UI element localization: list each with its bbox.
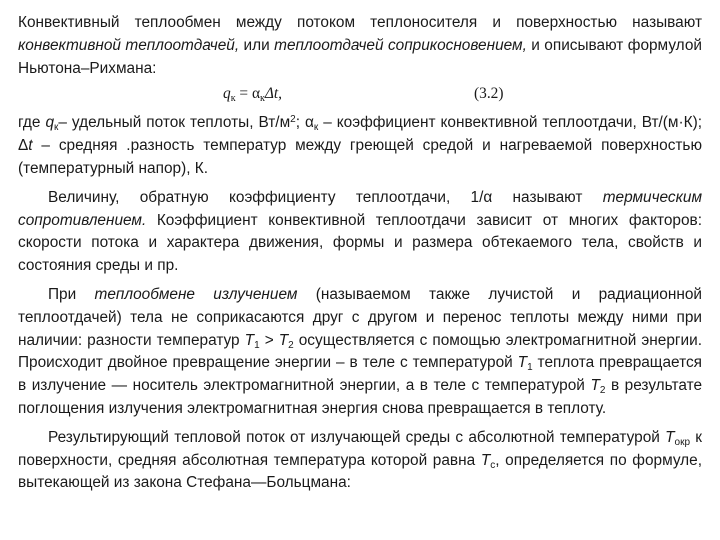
text: – удельный поток теплоты, Вт/м bbox=[58, 114, 291, 132]
text: Результирующий тепловой поток от излучающей среды с абсолютной температурой bbox=[48, 428, 666, 446]
formula-symbol: q bbox=[223, 85, 231, 103]
symbol: T bbox=[590, 377, 600, 395]
subscript: окр bbox=[674, 436, 691, 448]
formula-symbol: = α bbox=[235, 85, 261, 103]
subscript: c bbox=[490, 459, 496, 471]
text: ; α bbox=[295, 114, 314, 132]
text: и описывают формулой Ньютона–Рихмана: bbox=[18, 36, 702, 77]
formula-subscript: к bbox=[260, 93, 265, 105]
subscript: 1 bbox=[527, 362, 533, 374]
subscript: 2 bbox=[288, 339, 294, 351]
symbol: t bbox=[28, 137, 33, 155]
symbol: T bbox=[480, 451, 491, 469]
subscript: к bbox=[313, 122, 319, 134]
paragraph-thermal-resistance bbox=[18, 187, 702, 278]
symbol: T bbox=[244, 331, 255, 349]
symbol: T bbox=[517, 354, 528, 372]
paragraph-variable-definitions bbox=[18, 112, 702, 180]
text: Коэффициент конвективной теплоотдачи зависит от многих факторов: скорости потока и характера движения, формы и размера обтекаемого тела, свойств и состояния среды и пр. bbox=[18, 211, 702, 275]
subscript: 2 bbox=[599, 385, 606, 397]
text: к поверхности, средняя абсолютная температура которой равна bbox=[18, 428, 702, 469]
subscript: к bbox=[54, 122, 59, 134]
symbol: T bbox=[665, 428, 675, 446]
paragraph-radiation bbox=[18, 284, 702, 421]
text: – коэффициент конвективной теплоотдачи, Вт/(м·К); Δ bbox=[18, 114, 702, 155]
term-convective-heat-transfer: конвективной теплоотдачей, bbox=[18, 36, 240, 54]
text: Конвективный теплообмен между потоком теплоносителя и поверхностью называют bbox=[18, 14, 702, 31]
symbol: T bbox=[278, 331, 289, 349]
text: или bbox=[239, 36, 275, 54]
text: (называемом также лучистой и радиационной теплоотдачей) тела не соприкасаются друг с другом и перенос теплоты между ними при наличии: разности температур bbox=[18, 285, 702, 349]
paragraph-convective-definition bbox=[18, 12, 702, 80]
term-thermal-resistance: термическим сопротивлением. bbox=[18, 188, 702, 229]
superscript: 2 bbox=[290, 114, 296, 126]
text: , определяется по формуле, вытекающей из закона Стефана—Больцмана: bbox=[18, 451, 702, 492]
paragraph-resulting-flux bbox=[18, 427, 702, 495]
equation-number: (3.2) bbox=[474, 85, 504, 103]
term-radiation-heat-transfer: теплообмене излучением bbox=[94, 285, 298, 303]
text: – средняя .разность температур между греющей средой и нагреваемой поверхностью (температурный напор), К. bbox=[18, 137, 702, 177]
text: При bbox=[48, 285, 95, 303]
formula-symbol: Δt, bbox=[264, 85, 283, 103]
text: Величину, обратную коэффициенту теплоотдачи, 1/α называют bbox=[48, 188, 603, 206]
text: осуществляется с помощью электромагнитной энергии. Происходит двойное превращение энергии – в теле с температурой bbox=[18, 331, 702, 372]
equation-3-2 bbox=[18, 84, 702, 108]
symbol: q bbox=[45, 114, 55, 132]
newton-richmann-formula bbox=[223, 85, 282, 103]
text: где bbox=[18, 114, 46, 132]
text: > bbox=[259, 331, 279, 349]
text: теплота превращается в излучение — носитель электромагнитной энергии, а в теле с температурой bbox=[18, 354, 702, 395]
formula-subscript: к bbox=[230, 93, 236, 105]
subscript: 1 bbox=[254, 339, 260, 351]
term-contact-heat-transfer: теплоотдачей соприкосновением, bbox=[274, 36, 527, 54]
text: в результате поглощения излучения электромагнитная энергия снова превращается в теплоту. bbox=[18, 377, 703, 417]
